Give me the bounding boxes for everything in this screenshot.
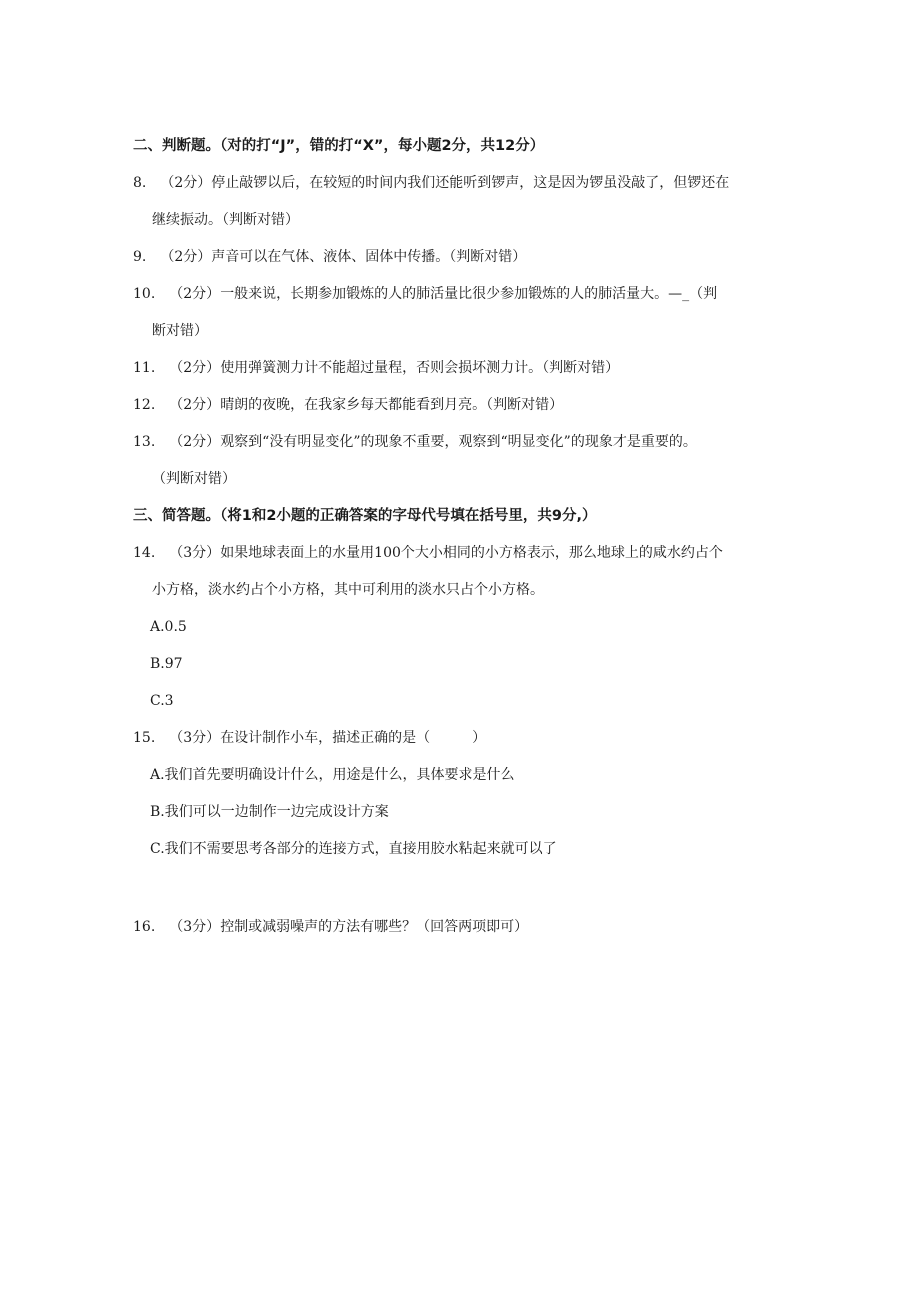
question-score: （2分） bbox=[160, 249, 212, 265]
question-8-continued: 继续振动。（判断对错） bbox=[152, 212, 299, 228]
question-number: 8. bbox=[133, 175, 147, 191]
question-10-continued: 断对错） bbox=[152, 323, 208, 339]
option-b: B.我们可以一边制作一边完成设计方案 bbox=[150, 804, 389, 820]
question-score: （2分） bbox=[169, 360, 221, 376]
question-text: 在设计制作小车，描述正确的是（ ） bbox=[220, 730, 487, 746]
section-heading-short-answer: 三、简答题。（将1和2小题的正确答案的字母代号填在括号里，共9分,） bbox=[133, 508, 597, 524]
option-a: A.我们首先要明确设计什么，用途是什么，具体要求是什么 bbox=[150, 767, 515, 783]
question-score: （2分） bbox=[169, 397, 221, 413]
question-11 bbox=[133, 358, 619, 378]
question-15 bbox=[133, 728, 486, 748]
question-14 bbox=[133, 543, 723, 563]
question-text: 停止敲锣以后，在较短的时间内我们还能听到锣声，这是因为锣虽没敲了，但锣还在 bbox=[211, 175, 730, 191]
question-text: 观察到“没有明显变化”的现象不重要，观察到“明显变化”的现象才是重要的。 bbox=[220, 434, 697, 450]
question-number: 15. bbox=[133, 730, 156, 746]
question-number: 12. bbox=[133, 397, 156, 413]
question-score: （3分） bbox=[169, 919, 221, 935]
question-score: （2分） bbox=[160, 175, 212, 191]
question-text: 控制或减弱噪声的方法有哪些？（回答两项即可） bbox=[220, 919, 529, 935]
question-number: 16. bbox=[133, 919, 156, 935]
question-text: 声音可以在气体、液体、固体中传播。（判断对错） bbox=[211, 249, 527, 265]
question-text: 使用弹簧测力计不能超过量程，否则会损坏测力计。（判断对错） bbox=[220, 360, 620, 376]
question-number: 11. bbox=[133, 360, 156, 376]
question-14-continued: 小方格，淡水约占个小方格，其中可利用的淡水只占个小方格。 bbox=[152, 582, 544, 598]
question-number: 14. bbox=[133, 545, 156, 561]
option-b: B.97 bbox=[150, 656, 183, 672]
option-a: A.0.5 bbox=[150, 619, 187, 635]
question-13-continued: （判断对错） bbox=[152, 471, 236, 487]
question-number: 9. bbox=[133, 249, 147, 265]
question-score: （3分） bbox=[169, 545, 221, 561]
question-score: （3分） bbox=[169, 730, 221, 746]
question-text: 如果地球表面上的水量用100个大小相同的小方格表示，那么地球上的咸水约占个 bbox=[220, 545, 723, 561]
question-12 bbox=[133, 395, 563, 415]
question-text: 一般来说，长期参加锻炼的人的肺活量比很少参加锻炼的人的肺活量大。—_（判 bbox=[220, 286, 718, 302]
option-c: C.3 bbox=[150, 693, 174, 709]
section-heading-judgement: 二、判断题。（对的打“J”，错的打“X”，每小题2分，共12分） bbox=[133, 138, 545, 154]
question-9 bbox=[133, 247, 526, 267]
option-c: C.我们不需要思考各部分的连接方式，直接用胶水粘起来就可以了 bbox=[150, 841, 557, 857]
question-score: （2分） bbox=[169, 286, 221, 302]
question-number: 13. bbox=[133, 434, 156, 450]
question-8 bbox=[133, 173, 729, 193]
question-score: （2分） bbox=[169, 434, 221, 450]
question-16 bbox=[133, 917, 528, 937]
question-13 bbox=[133, 432, 697, 452]
question-text: 晴朗的夜晚，在我家乡每天都能看到月亮。（判断对错） bbox=[220, 397, 564, 413]
question-number: 10. bbox=[133, 286, 156, 302]
question-10 bbox=[133, 284, 717, 304]
